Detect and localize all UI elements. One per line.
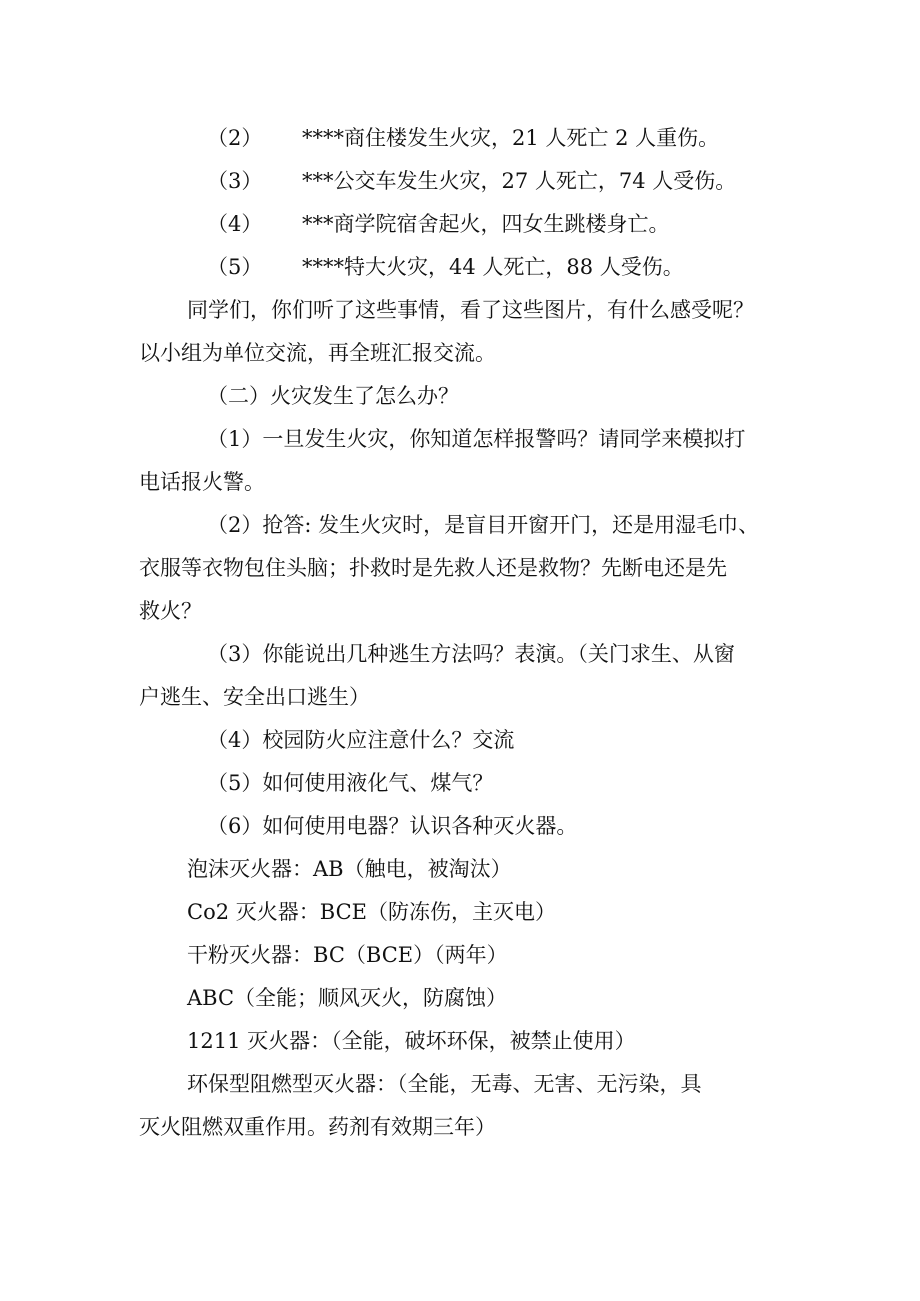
case-number: （2） bbox=[207, 126, 263, 150]
paragraph-line: 救火？ bbox=[139, 599, 202, 623]
extinguisher-line: 干粉灭火器：BC（BCE）（两年） bbox=[187, 943, 508, 967]
case-line-3 bbox=[207, 167, 736, 195]
paragraph-line: 电话报火警。 bbox=[139, 470, 265, 494]
paragraph-line: （4）校园防火应注意什么？交流 bbox=[207, 728, 515, 752]
paragraph-line: （5）如何使用液化气、煤气？ bbox=[207, 771, 494, 795]
paragraph-line: （2）抢答: 发生火灾时，是盲目开窗开门，还是用湿毛巾、 bbox=[207, 513, 760, 537]
paragraph-line: （3）你能说出几种逃生方法吗？表演。（关门求生、从窗 bbox=[207, 642, 735, 666]
paragraph-line: （6）如何使用电器？认识各种灭火器。 bbox=[207, 814, 578, 838]
section-heading: （二）火灾发生了怎么办？ bbox=[207, 384, 459, 408]
extinguisher-line: 环保型阻燃型灭火器：（全能，无毒、无害、无污染，具 bbox=[187, 1072, 702, 1096]
case-text: ***商学院宿舍起火，四女生跳楼身亡。 bbox=[302, 212, 670, 236]
case-number: （4） bbox=[207, 212, 263, 236]
extinguisher-line: 灭火阻燃双重作用。药剂有效期三年） bbox=[139, 1115, 496, 1139]
case-line-4 bbox=[207, 210, 670, 238]
paragraph-line: 衣服等衣物包住头脑；扑救时是先救人还是救物？先断电还是先 bbox=[139, 556, 727, 580]
case-text: ****商住楼发生火灾，21 人死亡 2 人重伤。 bbox=[302, 126, 720, 150]
case-number: （5） bbox=[207, 255, 263, 279]
extinguisher-line: 泡沫灭火器：AB（触电，被淘汰） bbox=[187, 857, 512, 881]
paragraph-line: 同学们，你们听了这些事情，看了这些图片，有什么感受呢？ bbox=[187, 298, 754, 322]
case-text: ***公交车发生火灾，27 人死亡，74 人受伤。 bbox=[302, 169, 737, 193]
paragraph-line: （1）一旦发生火灾，你知道怎样报警吗？请同学来模拟打 bbox=[207, 427, 746, 451]
case-text: ****特大火灾，44 人死亡，88 人受伤。 bbox=[302, 255, 684, 279]
case-number: （3） bbox=[207, 169, 263, 193]
extinguisher-line: ABC（全能；顺风灭火，防腐蚀） bbox=[187, 986, 508, 1010]
paragraph-line: 以小组为单位交流，再全班汇报交流。 bbox=[139, 341, 496, 365]
extinguisher-line: 1211 灭火器：（全能，破坏环保，被禁止使用） bbox=[187, 1029, 636, 1053]
case-line-5 bbox=[207, 253, 684, 281]
extinguisher-line: Co2 灭火器：BCE（防冻伤，主灭电） bbox=[187, 900, 556, 924]
case-line-2 bbox=[207, 124, 719, 152]
paragraph-line: 户逃生、安全出口逃生） bbox=[139, 685, 370, 709]
